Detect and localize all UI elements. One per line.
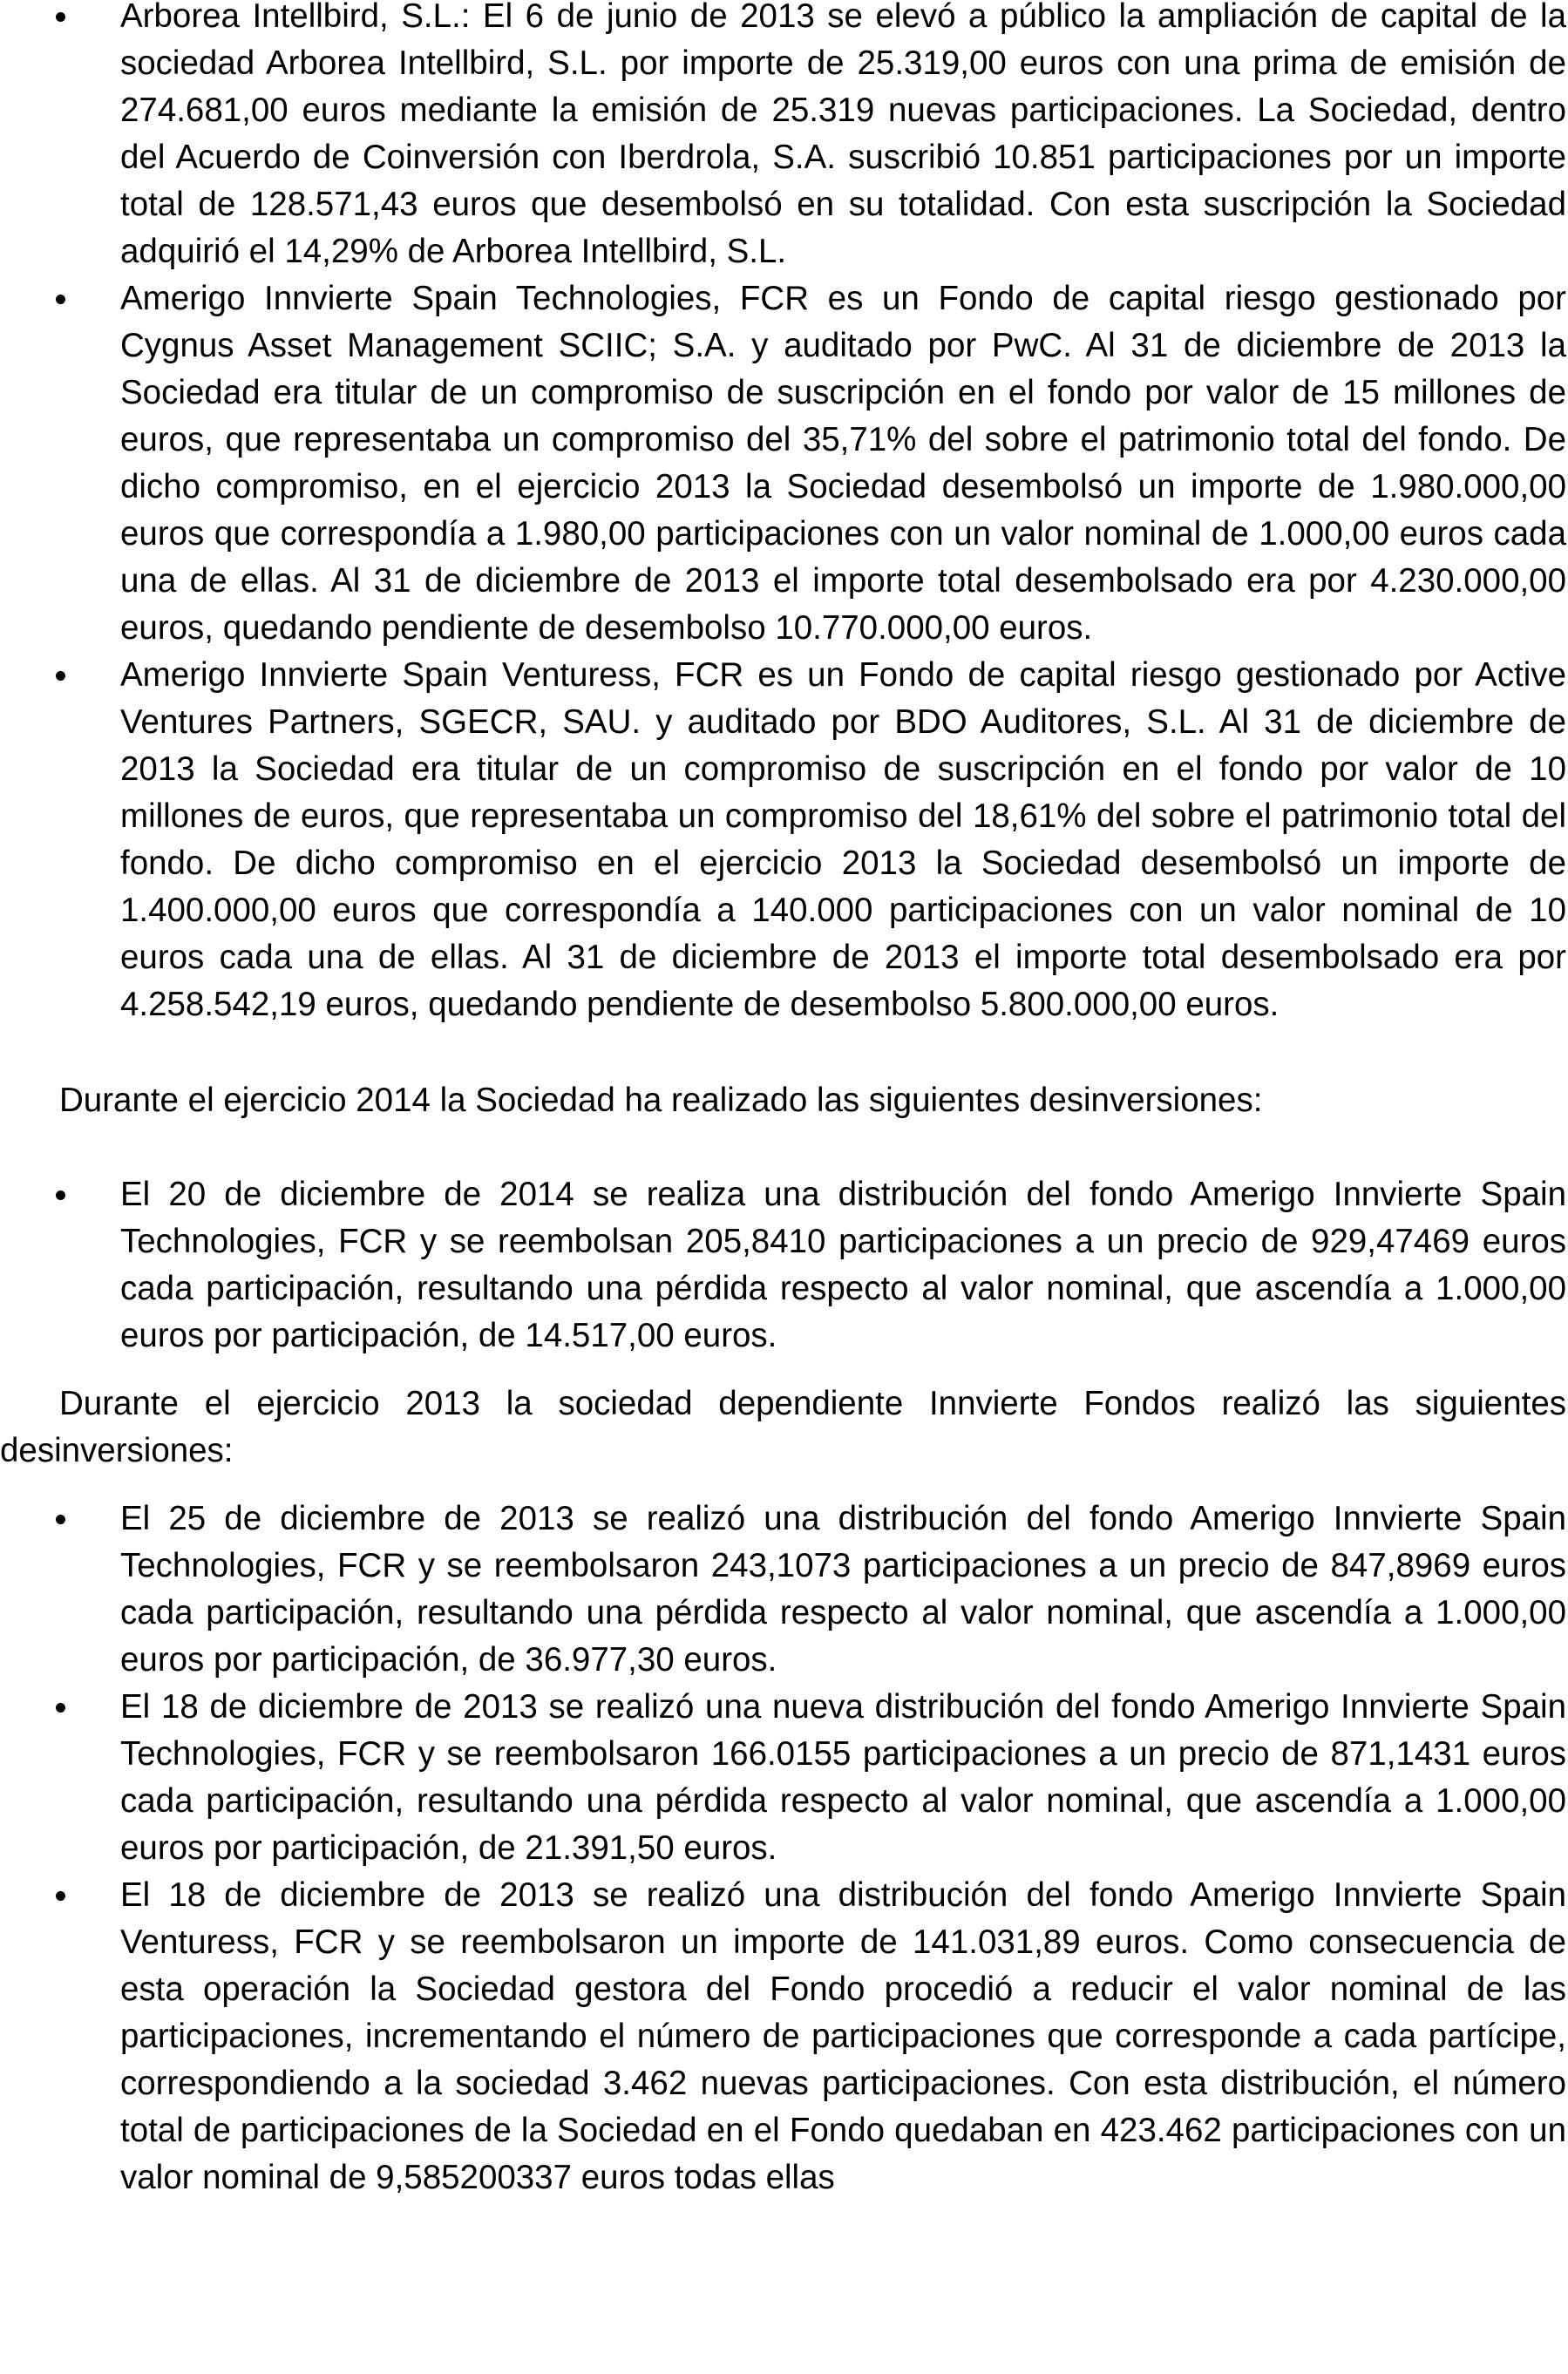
bullet-icon — [56, 295, 65, 304]
list-item-text: Arborea Intellbird, S.L.: El 6 de junio de 2013 se elevó a público la ampliación de capital de la sociedad Arborea Intellbird, S.L. por importe de 25.319,00 euros con una prima de emisión de 274.681,00 euros mediante la emisión de 25.319 nuevas participaciones. La Sociedad, dentro del Acuerdo de Coinversión con Iberdrola, S.A. suscribió 10.851 participaciones por un importe total de 128.571,43 euros que desembolsó en su totalidad. Con esta suscripción la Sociedad adquirió el 14,29% de Arborea Intellbird, S.L. — [120, 0, 1566, 270]
investments-2013-list — [0, 0, 1568, 1028]
divestments-2013-heading: Durante el ejercicio 2013 la sociedad dependiente Innvierte Fondos realizó las siguientes desinversiones: — [0, 1385, 1566, 1469]
divestments-2014-heading: Durante el ejercicio 2014 la Sociedad ha realizado las siguientes desinversiones: — [59, 1082, 1263, 1119]
list-item — [0, 1684, 1568, 1872]
list-item — [0, 0, 1568, 275]
bullet-icon — [56, 12, 65, 22]
bullet-icon — [56, 671, 65, 681]
list-item — [0, 652, 1568, 1028]
bullet-icon — [56, 1515, 65, 1524]
bullet-icon — [56, 1891, 65, 1901]
list-item-text: Amerigo Innvierte Spain Venturess, FCR es un Fondo de capital riesgo gestionado por Active Ventures Partners, SGECR, SAU. y auditado por BDO Auditores, S.L. Al 31 de diciembre de 2013 la Sociedad era titular de un compromiso de suscripción en el fondo por valor de 10 millones de euros, que representaba un compromiso del 18,61% del sobre el patrimonio total del fondo. De dicho compromiso en el ejercicio 2013 la Sociedad desembolsó un importe de 1.400.000,00 euros que correspondía a 140.000 participaciones con un valor nominal de 10 euros cada una de ellas. Al 31 de diciembre de 2013 el importe total desembolsado era por 4.258.542,19 euros, quedando pendiente de desembolso 5.800.000,00 euros. — [120, 656, 1566, 1023]
bullet-icon — [56, 1703, 65, 1713]
list-item-text: El 18 de diciembre de 2013 se realizó una nueva distribución del fondo Amerigo Innvierte Spain Technologies, FCR y se reembolsaron 166.0155 participaciones a un precio de 871,1431 euros cada participación, resultando una pérdida respecto al valor nominal, que ascendía a 1.000,00 euros por participación, de 21.391,50 euros. — [120, 1688, 1566, 1867]
list-item-text: El 25 de diciembre de 2013 se realizó una distribución del fondo Amerigo Innvierte Spain Technologies, FCR y se reembolsaron 243,1073 participaciones a un precio de 847,8969 euros cada participación, resultando una pérdida respecto al valor nominal, que ascendía a 1.000,00 euros por participación, de 36.977,30 euros. — [120, 1500, 1566, 1679]
list-item-text: El 20 de diciembre de 2014 se realiza una distribución del fondo Amerigo Innvierte Spain Technologies, FCR y se reembolsan 205,8410 participaciones a un precio de 929,47469 euros cada participación, resultando una pérdida respecto al valor nominal, que ascendía a 1.000,00 euros por participación, de 14.517,00 euros. — [120, 1176, 1566, 1354]
list-item-text: Amerigo Innvierte Spain Technologies, FCR es un Fondo de capital riesgo gestionado por Cygnus Asset Management SCIIC; S.A. y auditado por PwC. Al 31 de diciembre de 2013 la Sociedad era titular de un compromiso de suscripción en el fondo por valor de 15 millones de euros, que representaba un compromiso del 35,71% del sobre el patrimonio total del fondo. De dicho compromiso, en el ejercicio 2013 la Sociedad desembolsó un importe de 1.980.000,00 euros que correspondía a 1.980,00 participaciones con un valor nominal de 1.000,00 euros cada una de ellas. Al 31 de diciembre de 2013 el importe total desembolsado era por 4.230.000,00 euros, quedando pendiente de desembolso 10.770.000,00 euros. — [120, 280, 1566, 647]
bullet-icon — [56, 1190, 65, 1200]
list-item-text: El 18 de diciembre de 2013 se realizó una distribución del fondo Amerigo Innvierte Spain Venturess, FCR y se reembolsaron un importe de 141.031,89 euros. Como consecuencia de esta operación la Sociedad gestora del Fondo procedió a reducir el valor nominal de las participaciones, incrementando el número de participaciones que corresponde a cada partícipe, correspondiendo a la sociedad 3.462 nuevas participaciones. Con esta distribución, el número total de participaciones de la Sociedad en el Fondo quedaban en 423.462 participaciones con un valor nominal de 9,585200337 euros todas ellas — [120, 1876, 1566, 2196]
divestments-2014-list — [0, 1171, 1568, 1360]
divestments-2013-list — [0, 1496, 1568, 2201]
list-item — [0, 1872, 1568, 2201]
list-item — [0, 1496, 1568, 1684]
list-item — [0, 275, 1568, 652]
list-item — [0, 1171, 1568, 1360]
